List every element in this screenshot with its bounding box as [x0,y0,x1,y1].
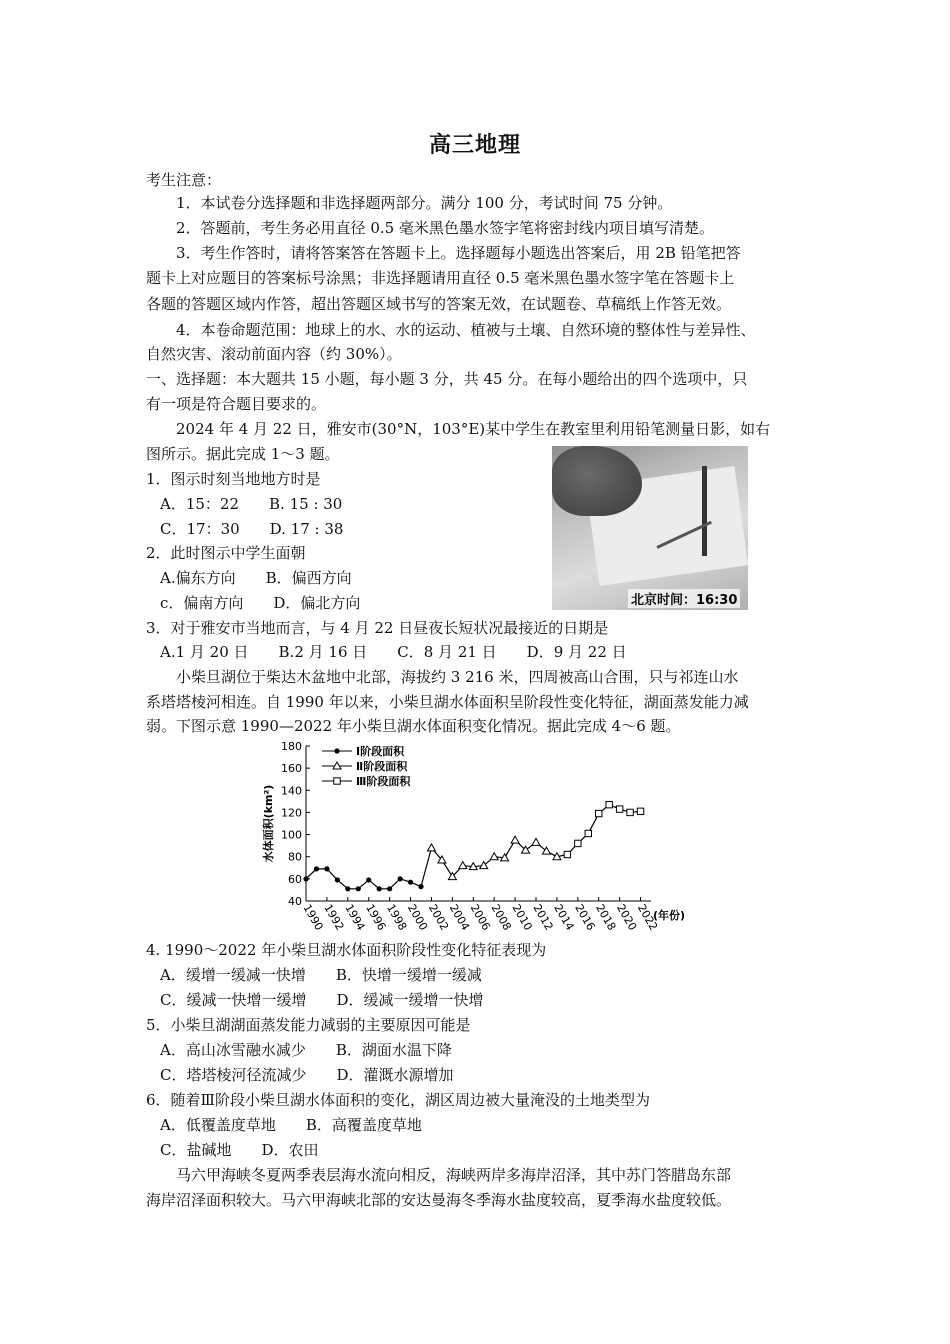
x-tick-label: 2014 [551,902,577,933]
notice-line: 1．本试卷分选择题和非选择题两部分。满分 100 分，考试时间 75 分钟。 [176,194,673,212]
data-point [606,801,612,807]
question-1: 1．图示时刻当地地方时是 [146,470,321,488]
y-tick-label: 180 [281,740,302,753]
notice-heading: 考生注意： [146,171,222,189]
question-4: 4. 1990～2022 年小柴旦湖水体面积阶段性变化特征表现为 [146,941,547,959]
section-heading: 一、选择题：本大题共 15 小题，每小题 3 分，共 45 分。在每小题给出的四个选项中，只 [146,370,748,388]
x-tick-label: 2016 [572,902,598,933]
data-point [564,851,570,857]
intro-text: 2024 年 4 月 22 日，雅安市(30°N，103°E)某中学生在教室里利用铅笔测量日影，如右 [176,420,771,438]
y-tick-label: 120 [281,806,302,820]
data-point [427,844,435,851]
options: A．缓增一缓减一快增 B．快增一缓增一缓减 [160,966,482,984]
data-point [345,886,350,891]
x-tick-label: 2008 [488,902,514,933]
data-point [377,886,382,891]
options: A．15：22 B. 15 : 30 [160,495,343,513]
shadow-photo [552,446,748,610]
legend-marker [334,778,340,784]
data-point [511,836,519,843]
section-heading: 有一项是符合题目要求的。 [146,395,327,413]
y-tick-label: 60 [288,872,302,886]
y-tick-label: 100 [281,828,302,842]
options: A.偏东方向 B．偏西方向 [160,569,352,587]
x-tick-label: 1992 [321,902,347,933]
photo-caption: 北京时间：16:30 [628,589,740,608]
question-6: 6．随着Ⅲ阶段小柴旦湖水体面积的变化，湖区周边被大量淹没的土地类型为 [146,1091,651,1109]
data-point [366,877,371,882]
notice-line: 4．本卷命题范围：地球上的水、水的运动、植被与土壤、自然环境的整体性与差异性、 [176,321,756,339]
data-point [637,808,643,814]
question-2: 2．此时图示中学生面朝 [146,544,306,562]
options: A．高山冰雪融水减少 B．湖面水温下降 [160,1041,452,1059]
options: A．低覆盖度草地 B．高覆盖度草地 [160,1116,422,1134]
intro-text: 小柴旦湖位于柴达木盆地中北部，海拔约 3 216 米，四周被高山合围，只与祁连山水 [176,668,739,686]
x-tick-label: 2018 [593,902,619,933]
y-tick-label: 40 [288,895,302,908]
hand [552,446,642,516]
legend-marker [334,748,339,753]
data-point [459,862,467,869]
intro-text: 图所示。据此完成 1～3 题。 [146,445,340,463]
y-tick-label: 140 [281,784,302,798]
x-tick-label: 2006 [467,902,493,933]
notice-line: 各题的答题区域内作答，超出答题区域书写的答案无效，在试题卷、草稿纸上作答无效。 [146,295,732,313]
legend-label: Ⅱ阶段面积 [356,760,408,773]
data-point [397,876,402,881]
x-tick-label: 2004 [446,902,473,933]
data-point [314,866,319,871]
x-tick-label: 2020 [614,902,640,933]
data-point [303,876,308,881]
x-tick-label: 2010 [509,902,535,933]
intro-text: 海岸沼泽面积较大。马六甲海峡北部的安达曼海冬季海水盐度较高，夏季海水盐度较低。 [146,1191,732,1209]
data-point [627,809,633,815]
lake-area-chart [256,736,696,936]
x-tick-label: 2002 [425,902,452,933]
options: c．偏南方向 D．偏北方向 [160,594,361,612]
x-tick-label: 1990 [300,902,326,933]
data-point [356,886,361,891]
notice-line: 2．答题前，考生务必用直径 0.5 毫米黑色墨水签字笔将密封线内项目填写清楚。 [176,219,714,237]
data-point [490,853,498,860]
options: C．17：30 D. 17 : 38 [160,520,344,538]
y-tick-label: 160 [281,762,302,776]
x-tick-label: 2012 [530,902,556,933]
x-tick-label: 1996 [363,902,389,933]
y-axis-label: 水体面积(km²) [262,784,275,863]
legend-label: Ⅰ阶段面积 [356,745,405,758]
data-point [585,830,591,836]
data-point [616,806,622,812]
series-line [306,805,641,889]
data-point [575,840,581,846]
notice-line: 题卡上对应题目的答案标号涂黑；非选择题请用直径 0.5 毫米黑色墨水签字笔在答题卡上 [146,269,735,287]
intro-text: 弱。下图示意 1990—2022 年小柴旦湖水体面积变化情况。据此完成 4～6 题。 [146,717,681,735]
x-axis-label: (年份) [653,909,686,922]
x-tick-label: 1998 [384,902,410,933]
x-tick-label: 2000 [404,902,431,933]
x-tick-label: 1994 [342,902,368,933]
notice-line: 自然灾害、滚动前面内容（约 30%）。 [146,345,402,363]
options: C．塔塔棱河径流减少 D．灌溉水源增加 [160,1066,454,1084]
data-point [324,866,329,871]
data-point [387,886,392,891]
y-tick-label: 80 [288,850,302,864]
data-point [596,810,602,816]
options: A.1 月 20 日 B.2 月 16 日 C．8 月 21 日 D．9 月 22 日 [160,643,627,661]
options: C．缓减一快增一缓增 D．缓减一缓增一快增 [160,991,484,1009]
question-3: 3．对于雅安市当地而言，与 4 月 22 日昼夜长短状况最接近的日期是 [146,619,609,637]
question-5: 5．小柴旦湖湖面蒸发能力减弱的主要原因可能是 [146,1016,471,1034]
options: C．盐碱地 D．农田 [160,1141,319,1159]
x-tick-label: 2022 [634,902,661,933]
data-point [532,838,540,845]
notice-line: 3．考生作答时，请将答案答在答题卡上。选择题每小题选出答案后，用 2B 铅笔把答 [176,244,741,262]
legend-label: Ⅲ阶段面积 [356,775,411,788]
pencil [702,466,707,556]
intro-text: 系塔塔棱河相连。自 1990 年以来，小柴旦湖水体面积呈阶段性变化特征，湖面蒸发能力减 [146,693,749,711]
data-point [335,877,340,882]
data-point [408,880,413,885]
intro-text: 马六甲海峡冬夏两季表层海水流向相反，海峡两岸多海岸沼泽，其中苏门答腊岛东部 [176,1166,732,1184]
data-point [418,884,423,889]
page-title: 高三地理 [428,132,521,158]
